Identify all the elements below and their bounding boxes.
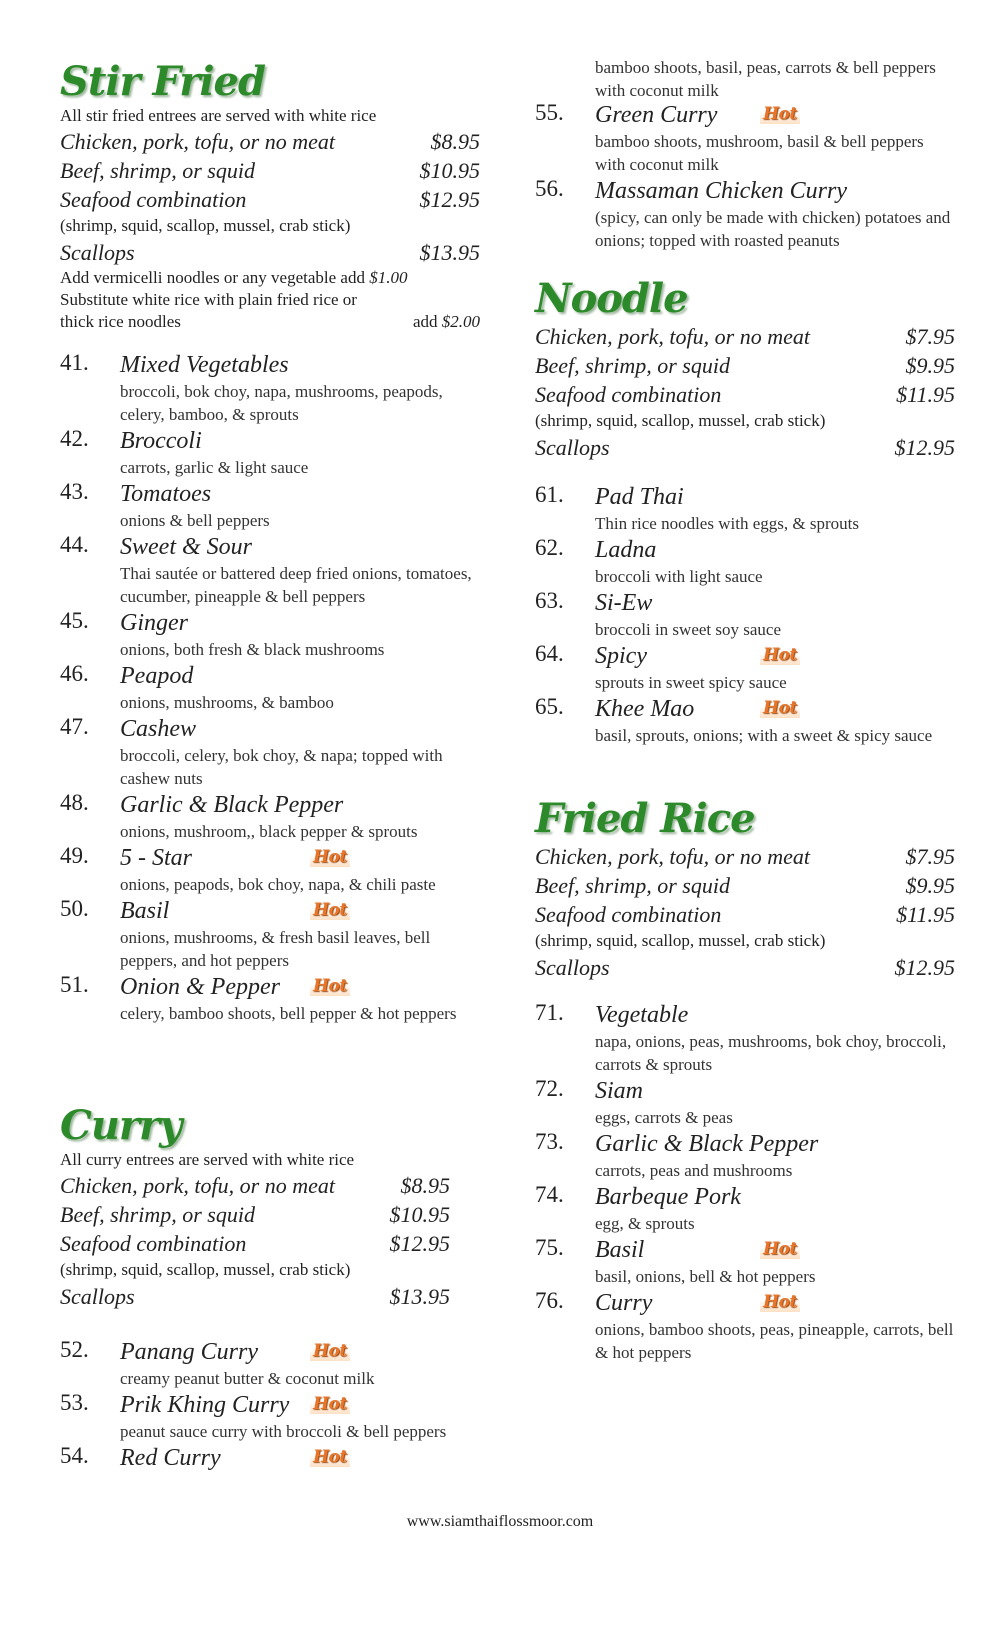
menu-item	[60, 714, 480, 790]
section-title-curry: Curry	[60, 1102, 182, 1149]
combo-note: (shrimp, squid, scallop, mussel, crab stick)	[60, 1260, 351, 1279]
hot-badge-icon: Hot	[310, 1341, 350, 1361]
price-label: Scallops	[535, 435, 610, 460]
item-name: Basil	[120, 898, 170, 924]
section-title-fried-rice: Fried Rice	[535, 795, 755, 842]
noodle-items	[535, 482, 955, 747]
menu-item	[535, 482, 955, 535]
menu-item	[535, 1288, 955, 1364]
price-value: $12.95	[419, 187, 480, 212]
price-value: $11.95	[896, 902, 955, 927]
price-value: $12.95	[894, 435, 955, 460]
item-name: Onion & Pepper	[120, 974, 280, 1000]
price-value: $7.95	[905, 324, 955, 349]
item-description: Thai sautée or battered deep fried onions, tomatoes, cucumber, pineapple & bell peppers	[120, 564, 472, 606]
item-number: 41.	[60, 350, 89, 375]
item-name: Vegetable	[595, 1002, 689, 1028]
item-number: 71.	[535, 1000, 564, 1025]
price-row	[535, 322, 955, 351]
hot-badge-icon: Hot	[760, 104, 800, 124]
item-number: 55.	[535, 100, 564, 125]
curry-section	[60, 1102, 450, 1311]
item-description: broccoli, celery, bok choy, & napa; topped with cashew nuts	[120, 746, 443, 788]
item-number: 53.	[60, 1390, 89, 1415]
price-label: Seafood combination	[535, 382, 722, 407]
price-label: Chicken, pork, tofu, or no meat	[60, 1173, 335, 1198]
item-name: Peapod	[120, 663, 194, 689]
price-value: $12.95	[894, 955, 955, 980]
menu-item	[60, 1443, 480, 1473]
item-description: onions, mushrooms, & bamboo	[120, 693, 334, 712]
menu-item	[60, 896, 480, 972]
item-number: 52.	[60, 1337, 89, 1362]
section-title-stir-fried: Stir Fried	[60, 58, 265, 105]
menu-item	[60, 350, 480, 426]
price-label: Scallops	[535, 955, 610, 980]
price-value: $9.95	[905, 873, 955, 898]
hot-badge-icon: Hot	[310, 847, 350, 867]
item-name: Basil	[595, 1237, 645, 1263]
item-name: Green Curry	[595, 102, 718, 128]
section-title-noodle: Noodle	[535, 275, 688, 322]
item-description: basil, onions, bell & hot peppers	[595, 1267, 816, 1286]
price-row-scallops	[60, 238, 480, 267]
item-number: 45.	[60, 608, 89, 633]
price-value: $13.95	[419, 240, 480, 265]
item-name: Cashew	[120, 716, 197, 742]
addon-add-word: add	[412, 312, 438, 331]
item-name: Pad Thai	[595, 484, 684, 510]
menu-item	[535, 1129, 955, 1182]
price-value: $13.95	[389, 1284, 450, 1309]
curry-54-continued	[535, 56, 955, 102]
item-number: 74.	[535, 1182, 564, 1207]
stir-fried-note: All stir fried entrees are served with white rice	[60, 106, 377, 125]
item-number: 75.	[535, 1235, 564, 1260]
stir-fried-section	[60, 58, 480, 333]
price-row-scallops	[60, 1282, 450, 1311]
item-number: 61.	[535, 482, 564, 507]
item-description: onions, peapods, bok choy, napa, & chili paste	[120, 875, 436, 894]
hot-badge-icon: Hot	[760, 645, 800, 665]
item-description: sprouts in sweet spicy sauce	[595, 673, 787, 692]
item-number: 46.	[60, 661, 89, 686]
item-number: 43.	[60, 479, 89, 504]
fried-rice-section	[535, 795, 955, 982]
menu-item	[60, 1390, 480, 1443]
curry-note: All curry entrees are served with white rice	[60, 1150, 355, 1169]
item-name: Broccoli	[120, 428, 202, 454]
price-label: Seafood combination	[535, 902, 722, 927]
item-number: 49.	[60, 843, 89, 868]
price-row	[60, 185, 480, 214]
item-name: Garlic & Black Pepper	[595, 1131, 819, 1157]
item-description: carrots, garlic & light sauce	[120, 458, 309, 477]
price-row	[535, 900, 955, 929]
item-description: bamboo shoots, basil, peas, carrots & bell peppers with coconut milk	[595, 58, 936, 100]
menu-item	[535, 535, 955, 588]
addon-substitute-line2	[60, 311, 480, 333]
hot-badge-icon: Hot	[310, 1394, 350, 1414]
item-number: 64.	[535, 641, 564, 666]
item-name: Spicy	[595, 643, 647, 669]
item-description: carrots, peas and mushrooms	[595, 1161, 793, 1180]
price-label: Beef, shrimp, or squid	[535, 873, 730, 898]
menu-item	[60, 479, 480, 532]
price-label: Beef, shrimp, or squid	[535, 353, 730, 378]
stir-fried-items	[60, 350, 480, 1025]
item-number: 73.	[535, 1129, 564, 1154]
item-number: 54.	[60, 1443, 89, 1468]
price-label: Seafood combination	[60, 1231, 247, 1256]
item-name: Ladna	[595, 537, 657, 563]
price-label: Scallops	[60, 240, 135, 265]
price-row	[60, 1200, 450, 1229]
price-row	[535, 871, 955, 900]
item-description: (spicy, can only be made with chicken) potatoes and onions; topped with roasted peanuts	[595, 208, 951, 250]
price-label: Beef, shrimp, or squid	[60, 1202, 255, 1227]
item-number: 42.	[60, 426, 89, 451]
item-name: Ginger	[120, 610, 188, 636]
item-number: 44.	[60, 532, 89, 557]
menu-item	[535, 100, 955, 176]
item-name: Siam	[595, 1078, 643, 1104]
website-url[interactable]: www.siamthaiflossmoor.com	[406, 1513, 594, 1530]
menu-item	[535, 1182, 955, 1235]
combo-note: (shrimp, squid, scallop, mussel, crab stick)	[535, 411, 826, 430]
item-name: Barbeque Pork	[595, 1184, 741, 1210]
menu-item	[535, 176, 955, 252]
item-number: 51.	[60, 972, 89, 997]
menu-item	[535, 694, 955, 747]
price-row	[535, 380, 955, 409]
menu-item	[535, 1076, 955, 1129]
item-description: bamboo shoots, mushroom, basil & bell peppers with coconut milk	[595, 132, 924, 174]
price-value: $10.95	[419, 158, 480, 183]
menu-item	[60, 790, 480, 843]
hot-badge-icon: Hot	[760, 1239, 800, 1259]
price-row	[60, 1171, 450, 1200]
hot-badge-icon: Hot	[760, 698, 800, 718]
combo-note: (shrimp, squid, scallop, mussel, crab stick)	[535, 931, 826, 950]
item-name: Sweet & Sour	[120, 534, 252, 560]
item-name: Massaman Chicken Curry	[595, 178, 847, 204]
item-description: peanut sauce curry with broccoli & bell peppers	[120, 1422, 447, 1441]
item-description: napa, onions, peas, mushrooms, bok choy, broccoli, carrots & sprouts	[595, 1032, 947, 1074]
menu-item	[60, 972, 480, 1025]
item-name: Khee Mao	[595, 696, 695, 722]
item-name: Curry	[595, 1290, 653, 1316]
price-label: Beef, shrimp, or squid	[60, 158, 255, 183]
addon-text: thick rice noodles	[60, 312, 181, 331]
menu-item	[60, 426, 480, 479]
item-description: celery, bamboo shoots, bell pepper & hot peppers	[120, 1004, 457, 1023]
item-description: Thin rice noodles with eggs, & sprouts	[595, 514, 859, 533]
hot-badge-icon: Hot	[310, 900, 350, 920]
item-number: 65.	[535, 694, 564, 719]
price-row	[60, 156, 480, 185]
addon-price: $2.00	[441, 312, 480, 331]
item-number: 76.	[535, 1288, 564, 1313]
item-description: onions, bamboo shoots, peas, pineapple, carrots, bell & hot peppers	[595, 1320, 954, 1362]
item-name: Mixed Vegetables	[120, 352, 289, 378]
item-description: onions, both fresh & black mushrooms	[120, 640, 385, 659]
item-description: onions & bell peppers	[120, 511, 270, 530]
curry-items-right	[535, 100, 955, 252]
item-number: 56.	[535, 176, 564, 201]
price-row-scallops	[535, 953, 955, 982]
item-number: 72.	[535, 1076, 564, 1101]
menu-item	[535, 588, 955, 641]
item-description: egg, & sprouts	[595, 1214, 695, 1233]
item-name: Prik Khing Curry	[120, 1392, 290, 1418]
item-number: 48.	[60, 790, 89, 815]
fried-rice-items	[535, 1000, 955, 1364]
price-row	[535, 351, 955, 380]
addon-price: $1.00	[369, 268, 408, 287]
price-label: Chicken, pork, tofu, or no meat	[535, 844, 810, 869]
item-name: Si-Ew	[595, 590, 653, 616]
price-row	[60, 127, 480, 156]
curry-items	[60, 1337, 480, 1473]
item-number: 63.	[535, 588, 564, 613]
menu-item	[535, 641, 955, 694]
item-description: onions, mushroom,, black pepper & sprouts	[120, 822, 418, 841]
menu-item	[60, 661, 480, 714]
addon-vermicelli	[60, 267, 480, 289]
price-value: $12.95	[389, 1231, 450, 1256]
price-label: Seafood combination	[60, 187, 247, 212]
price-label: Scallops	[60, 1284, 135, 1309]
menu-item	[60, 608, 480, 661]
price-row	[60, 1229, 450, 1258]
price-value: $8.95	[400, 1173, 450, 1198]
item-description: eggs, carrots & peas	[595, 1108, 733, 1127]
item-description: broccoli in sweet soy sauce	[595, 620, 781, 639]
hot-badge-icon: Hot	[760, 1292, 800, 1312]
item-description: broccoli, bok choy, napa, mushrooms, peapods, celery, bamboo, & sprouts	[120, 382, 443, 424]
item-number: 62.	[535, 535, 564, 560]
item-description: broccoli with light sauce	[595, 567, 763, 586]
item-number: 50.	[60, 896, 89, 921]
price-label: Chicken, pork, tofu, or no meat	[535, 324, 810, 349]
item-number: 47.	[60, 714, 89, 739]
item-description: creamy peanut butter & coconut milk	[120, 1369, 375, 1388]
item-description: basil, sprouts, onions; with a sweet & spicy sauce	[595, 726, 933, 745]
hot-badge-icon: Hot	[310, 976, 350, 996]
hot-badge-icon: Hot	[310, 1447, 350, 1467]
menu-item	[60, 532, 480, 608]
price-row-scallops	[535, 433, 955, 462]
combo-note: (shrimp, squid, scallop, mussel, crab stick)	[60, 216, 351, 235]
menu-item	[60, 1337, 480, 1390]
item-name: Red Curry	[120, 1445, 221, 1471]
price-value: $11.95	[896, 382, 955, 407]
price-value: $8.95	[430, 129, 480, 154]
price-label: Chicken, pork, tofu, or no meat	[60, 129, 335, 154]
item-name: Garlic & Black Pepper	[120, 792, 344, 818]
price-value: $7.95	[905, 844, 955, 869]
menu-item	[60, 843, 480, 896]
price-value: $10.95	[389, 1202, 450, 1227]
price-value: $9.95	[905, 353, 955, 378]
addon-text: Add vermicelli noodles or any vegetable add	[60, 268, 365, 287]
menu-item	[535, 1235, 955, 1288]
addon-substitute-line1: Substitute white rice with plain fried rice or	[60, 290, 357, 309]
menu-item	[535, 1000, 955, 1076]
item-name: 5 - Star	[120, 845, 192, 871]
item-name: Panang Curry	[120, 1339, 258, 1365]
noodle-section	[535, 275, 955, 462]
item-name: Tomatoes	[120, 481, 212, 507]
price-row	[535, 842, 955, 871]
item-description: onions, mushrooms, & fresh basil leaves, bell peppers, and hot peppers	[120, 928, 431, 970]
